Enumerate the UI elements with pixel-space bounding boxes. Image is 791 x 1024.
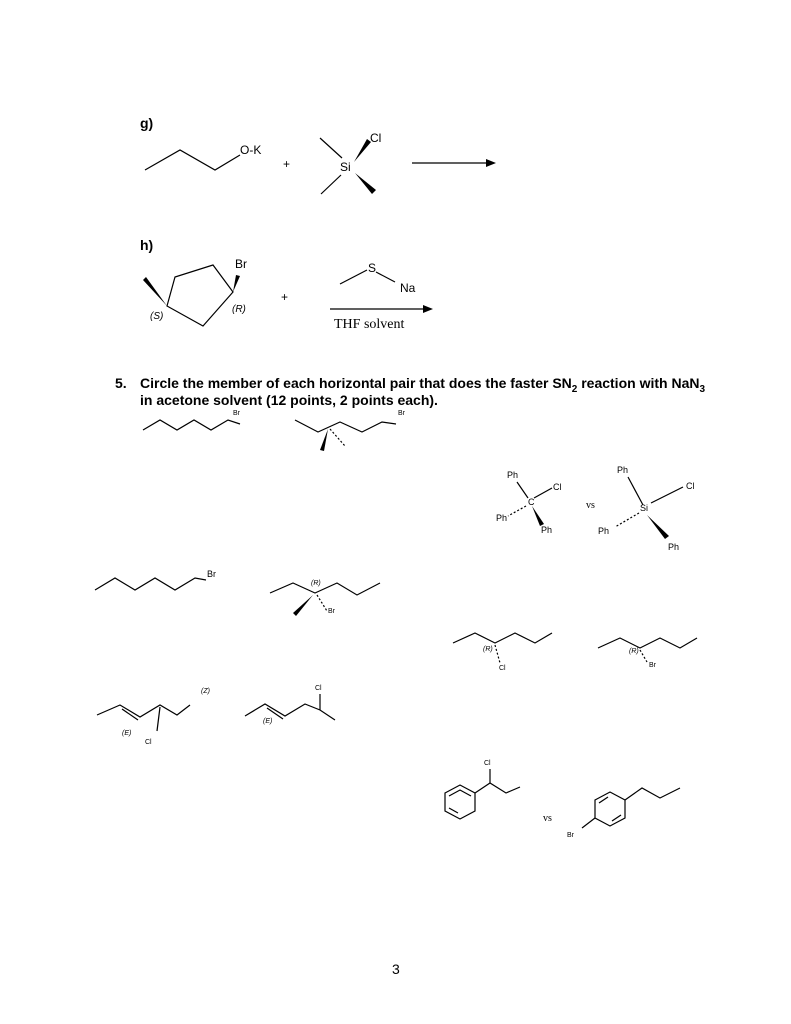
pair5-cl-label-b: Cl [315, 685, 322, 692]
solvent-label-h: THF solvent [334, 317, 405, 332]
pair3-tertiary-bromide [265, 575, 390, 625]
pair2-ph-bottom-a: Ph [541, 525, 553, 535]
pair2-ph-top-b: Ph [617, 465, 629, 475]
pair6-benzylic-chloride [420, 765, 530, 835]
page-number: 3 [392, 961, 400, 977]
br-label-h: Br [235, 257, 247, 271]
pair3-r-label: (R) [311, 580, 321, 587]
pair2-cl-a: Cl [553, 482, 562, 492]
question-5-line-2: in acetone solvent (12 points, 2 points each). [140, 392, 438, 408]
pair5-e-label-b: (E) [263, 718, 273, 725]
propoxide-ok-label: O-K [240, 143, 262, 157]
pair1-br-label-b: Br [398, 410, 405, 417]
pair6-vs: vs [543, 813, 552, 824]
reaction-arrow-h [330, 303, 435, 315]
cl-label-g: Cl [370, 131, 382, 145]
problem-g-label: g) [140, 115, 154, 131]
pair4-r-label-b: (R) [629, 648, 639, 655]
pair4-r-label-a: (R) [483, 646, 493, 653]
s-stereo-label-h: (S) [150, 311, 164, 322]
problem-h-label: h) [140, 237, 154, 253]
pair6-aryl-bromide [570, 780, 700, 845]
pair4-cl-label: Cl [499, 665, 506, 672]
si-label-g: Si [340, 160, 351, 174]
pair5-allylic-chloride [92, 695, 197, 740]
question-5-number: 5. [115, 375, 127, 391]
pair1-br-label-a: Br [233, 410, 240, 417]
pair5-e-label-a: (E) [122, 730, 132, 737]
pair2-cl-b: Cl [686, 481, 695, 491]
pair2-c-label: C [528, 497, 535, 507]
r-stereo-label-h: (R) [232, 304, 246, 315]
pair3-br-label-a: Br [207, 569, 216, 579]
cyclopentane-structure [140, 255, 250, 335]
pair2-ph-left-a: Ph [496, 513, 508, 523]
pair6-br-label: Br [567, 832, 574, 839]
pair2-ph-top-a: Ph [507, 470, 519, 480]
pair6-cl-label: Cl [484, 760, 491, 767]
plus-sign-g: + [283, 157, 291, 171]
pair5-stray-label: (Z) [201, 688, 210, 695]
reaction-arrow-g [412, 157, 498, 169]
na-label-h: Na [400, 281, 416, 295]
pair4-br-label: Br [649, 662, 656, 669]
pair3-bromopentane [90, 570, 215, 600]
pair2-ph-left-b: Ph [598, 526, 610, 536]
pair2-si-label: Si [640, 503, 649, 513]
question-5-line-1: Circle the member of each horizontal pair that does the faster $SN_2$ reaction with NaN$_3$ [140, 375, 706, 395]
plus-sign-h: + [281, 290, 289, 304]
pair3-br-label-b: Br [328, 608, 335, 615]
s-atom-label-h: S [368, 261, 377, 275]
pair2-vs: vs [586, 500, 595, 511]
pair5-secondary-chloride [240, 688, 340, 733]
pair5-cl-label-a: Cl [145, 739, 152, 746]
pair1-branched-bromide [290, 412, 410, 457]
pair2-ph-bottom-b: Ph [668, 542, 680, 552]
